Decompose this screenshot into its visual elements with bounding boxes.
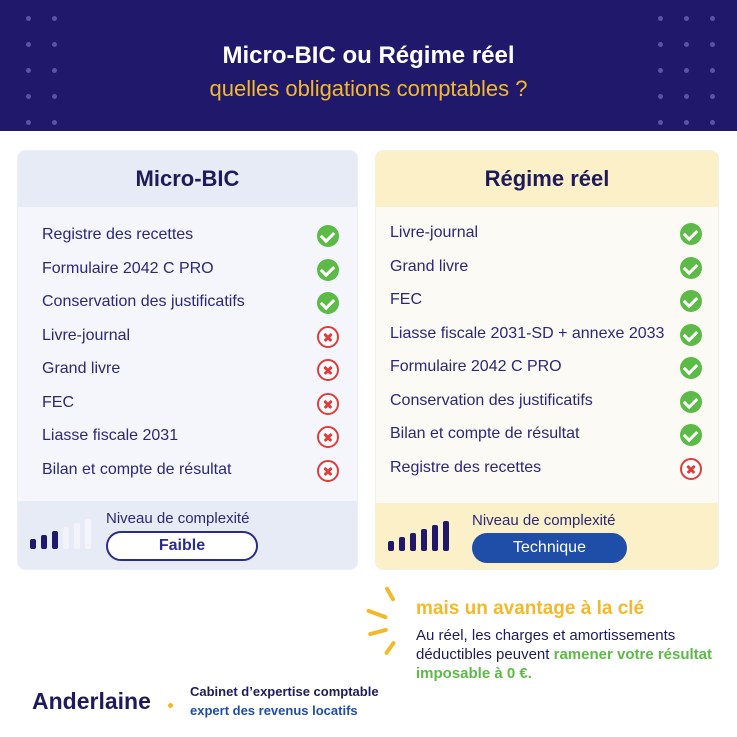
header-dot	[710, 120, 715, 125]
complexity-bar	[410, 533, 416, 551]
logo-dot-icon	[168, 703, 173, 708]
header-dot	[26, 16, 31, 21]
list-item	[376, 251, 718, 285]
complexity-bar	[432, 525, 438, 551]
page-title: Micro-BIC ou Régime réel	[222, 42, 515, 69]
check-icon	[317, 259, 339, 281]
advantage-text-main: Au réel, les charges et amortissements déductibles peuvent	[416, 627, 676, 663]
list-item	[18, 454, 357, 488]
header-banner	[0, 0, 737, 131]
cross-icon	[317, 393, 339, 415]
list-item-label: Bilan et compte de résultat	[390, 425, 580, 442]
complexity-badge: Technique	[472, 533, 627, 563]
complexity-bar	[52, 531, 58, 549]
sparkle-icon	[362, 582, 422, 662]
list-item	[376, 452, 718, 486]
list-item-label: Formulaire 2042 C PRO	[390, 358, 562, 375]
complexity-bars-icon	[388, 503, 468, 570]
brand-logo: Anderlaine	[32, 688, 151, 714]
list-item-label: Conservation des justificatifs	[390, 391, 593, 409]
complexity-bar	[443, 521, 449, 551]
list-item-label: FEC	[390, 291, 422, 308]
header-dot	[52, 120, 57, 125]
header-dot	[658, 16, 663, 21]
complexity-label: Niveau de complexité	[472, 512, 616, 529]
check-icon	[680, 324, 702, 346]
list-item	[18, 219, 357, 253]
header-dot	[710, 16, 715, 21]
complexity-bar	[85, 519, 91, 549]
list-item-label: Registre des recettes	[390, 458, 542, 476]
regime-reel-card	[375, 150, 719, 570]
complexity-bar	[388, 541, 394, 551]
list-item	[18, 320, 357, 354]
complexity-bar	[74, 523, 80, 549]
header-dot	[684, 120, 689, 125]
advantage-title: mais un avantage à la clé	[416, 598, 645, 619]
check-icon	[680, 223, 702, 245]
list-item	[18, 253, 357, 287]
complexity-bars-icon	[30, 501, 110, 569]
header-dot	[26, 120, 31, 125]
check-icon	[680, 257, 702, 279]
regime-reel-complexity	[376, 503, 718, 570]
check-icon	[680, 424, 702, 446]
check-icon	[680, 391, 702, 413]
page-subtitle: quelles obligations comptables ?	[209, 76, 528, 101]
list-item	[376, 385, 718, 419]
check-icon	[317, 292, 339, 314]
micro-bic-title: Micro-BIC	[18, 151, 357, 207]
complexity-bar	[63, 527, 69, 549]
check-icon	[680, 290, 702, 312]
complexity-bar	[421, 529, 427, 551]
list-item	[376, 284, 718, 318]
list-item-label: Liasse fiscale 2031-SD + annexe 2033	[390, 324, 665, 342]
list-item-label: Livre-journal	[390, 224, 479, 241]
tagline-line1: Cabinet d’expertise comptable	[190, 684, 379, 699]
list-item	[18, 353, 357, 387]
complexity-label: Niveau de complexité	[106, 510, 250, 527]
list-item	[376, 351, 718, 385]
check-icon	[317, 225, 339, 247]
complexity-bar	[399, 537, 405, 551]
list-item-label: Grand livre	[390, 257, 469, 275]
cross-icon	[317, 359, 339, 381]
complexity-badge: Faible	[106, 531, 258, 561]
micro-bic-complexity	[18, 501, 357, 569]
cross-icon	[317, 426, 339, 448]
list-item-label: Grand livre	[42, 360, 121, 377]
list-item-label: Bilan et compte de résultat	[42, 460, 232, 478]
complexity-bar	[30, 539, 36, 549]
check-icon	[680, 357, 702, 379]
header-dot	[684, 16, 689, 21]
list-item	[18, 387, 357, 421]
advantage-text	[416, 626, 726, 683]
regime-reel-title: Régime réel	[376, 151, 718, 207]
advantage-text-highlight: ramener votre résultat imposable à 0 €.	[416, 646, 713, 682]
list-item-label: FEC	[42, 393, 74, 411]
list-item	[376, 318, 718, 352]
list-item-label: Liasse fiscale 2031	[42, 427, 179, 444]
header-dot	[658, 120, 663, 125]
micro-bic-card	[17, 150, 358, 570]
cross-icon	[317, 460, 339, 482]
list-item-label: Livre-journal	[42, 326, 131, 344]
tagline-line2: expert des revenus locatifs	[190, 703, 358, 718]
header-dot	[52, 16, 57, 21]
list-item-label: Registre des recettes	[42, 226, 194, 243]
list-item-label: Conservation des justificatifs	[42, 293, 245, 310]
cross-icon	[680, 458, 702, 480]
list-item-label: Formulaire 2042 C PRO	[42, 259, 214, 277]
list-item	[18, 286, 357, 320]
list-item	[376, 418, 718, 452]
cross-icon	[317, 326, 339, 348]
list-item	[376, 217, 718, 251]
list-item	[18, 420, 357, 454]
complexity-bar	[41, 535, 47, 549]
